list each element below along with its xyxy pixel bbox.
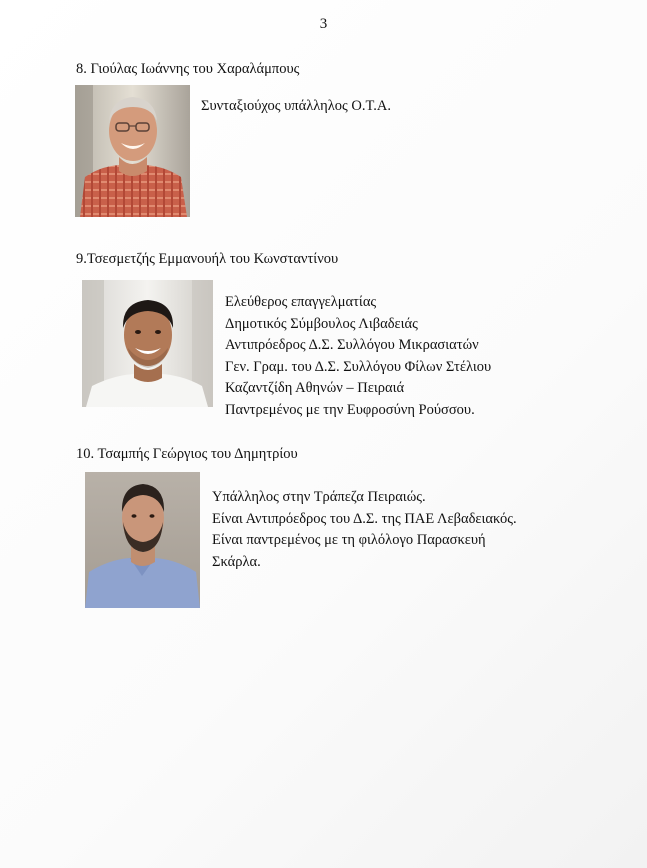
entry-10-line: Υπάλληλος στην Τράπεζα Πειραιώς. bbox=[212, 489, 426, 505]
entry-9-description bbox=[225, 292, 491, 421]
entry-9-line: Καζαντζίδη Αθηνών – Πειραιά bbox=[225, 380, 405, 396]
entry-9-line: Αντιπρόεδρος Δ.Σ. Συλλόγου Μικρασιατών bbox=[225, 337, 479, 353]
entry-8-line: Συνταξιούχος υπάλληλος Ο.Τ.Α. bbox=[201, 98, 391, 114]
entry-8-description bbox=[201, 96, 391, 118]
entry-9-line: Δημοτικός Σύμβουλος Λιβαδειάς bbox=[225, 315, 418, 332]
entry-9-photo bbox=[82, 280, 213, 407]
entry-10-title: 10. Τσαμπής Γεώργιος του Δημητρίου bbox=[76, 446, 298, 462]
entry-10-line: Σκάρλα. bbox=[212, 553, 261, 570]
entry-8-photo bbox=[75, 85, 190, 217]
page-number: 3 bbox=[319, 16, 328, 32]
entry-9-line: Ελεύθερος επαγγελματίας bbox=[225, 294, 377, 310]
entry-10-description bbox=[212, 487, 517, 573]
entry-9-title: 9.Τσεσμετζής Εμμανουήλ του Κωνσταντίνου bbox=[76, 251, 339, 267]
entry-10-line: Είναι παντρεμένος με τη φιλόλογο Παρασκευή bbox=[212, 532, 486, 548]
entry-9-line: Παντρεμένος με την Ευφροσύνη Ρούσσου. bbox=[225, 401, 475, 418]
entry-8-title: 8. Γιούλας Ιωάννης του Χαραλάμπους bbox=[76, 61, 300, 77]
entry-10-line: Είναι Αντιπρόεδρος του Δ.Σ. της ΠΑΕ Λεβαδειακός. bbox=[212, 510, 517, 527]
entry-10-photo bbox=[85, 472, 200, 608]
entry-9-line: Γεν. Γραμ. του Δ.Σ. Συλλόγου Φίλων Στέλιου bbox=[225, 358, 492, 375]
